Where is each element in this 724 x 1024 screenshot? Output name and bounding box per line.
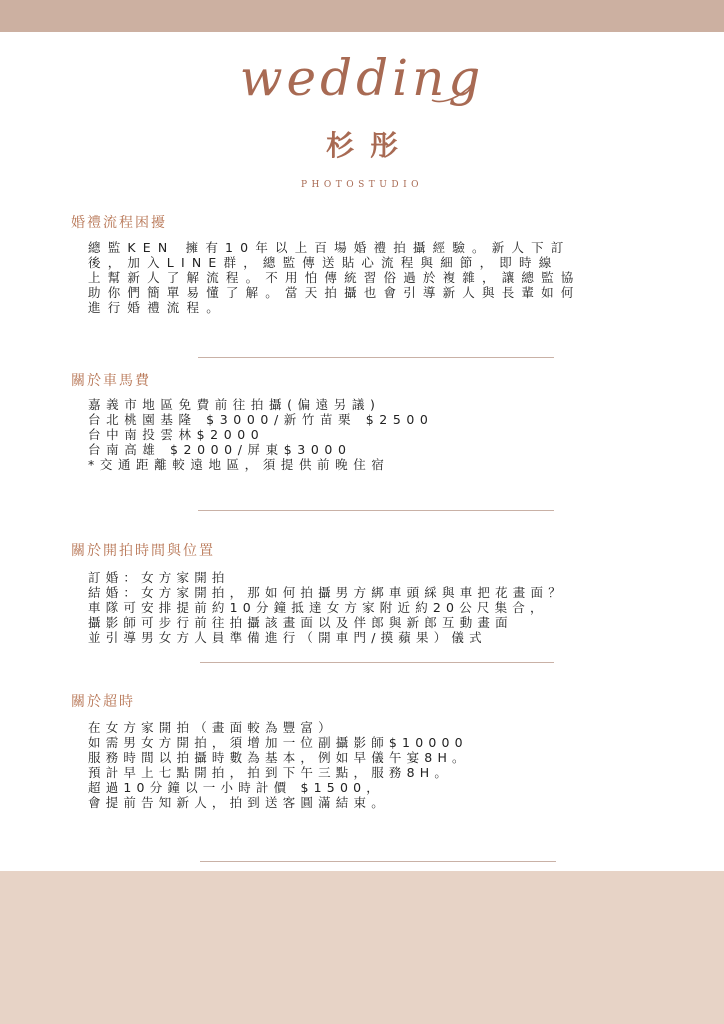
logo-studio-name: 杉彤 <box>325 129 414 162</box>
section-divider <box>198 510 554 511</box>
bottom-color-band <box>0 871 724 1024</box>
text-line: 嘉義市地區免費前往拍攝(偏遠另議) <box>88 397 381 412</box>
section-title-start-time-location: 關於開拍時間與位置 <box>71 543 215 559</box>
section-body-wedding-process <box>88 240 581 315</box>
text-line: 後，加入LINE群，總監傳送貼心流程與細節，即時線 <box>88 255 559 270</box>
section-divider <box>200 861 556 862</box>
text-line: *交通距離較遠地區，須提供前晚住宿 <box>88 457 390 472</box>
text-line: 助你們簡單易懂了解。當天拍攝也會引導新人與長輩如何 <box>88 285 581 300</box>
section-title-wedding-process: 婚禮流程困擾 <box>71 215 167 231</box>
text-line: 會提前告知新人，拍到送客圓滿結束。 <box>88 795 389 810</box>
text-line: 總監KEN 擁有10年以上百場婚禮拍攝經驗。新人下訂 <box>88 240 571 255</box>
section-body-travel-fee <box>88 397 434 472</box>
text-line: 進行婚禮流程。 <box>88 300 226 315</box>
logo-subtitle: PHOTOSTUDIO <box>300 180 424 190</box>
text-line: 超過10分鐘以一小時計價 $1500， <box>88 780 384 795</box>
logo-swash-decoration <box>262 50 482 110</box>
logo-script-text: wedding <box>239 49 485 107</box>
text-line: 上幫新人了解流程。不用怕傳統習俗過於複雜，讓總監協 <box>88 270 581 285</box>
text-line: 攝影師可步行前往拍攝該畫面以及伴郎與新郎互動畫面 <box>88 615 513 630</box>
text-line: 車隊可安排提前約10分鐘抵達女方家附近約20公尺集合， <box>88 600 548 615</box>
text-line: 台北桃園基隆 $3000/新竹苗栗 $2500 <box>88 412 434 427</box>
text-line: 台南高雄 $2000/屏東$3000 <box>88 442 352 457</box>
top-color-band <box>0 0 724 32</box>
section-body-start-time-location <box>88 570 566 645</box>
text-line: 訂婚：女方家開拍 <box>88 570 230 585</box>
section-title-travel-fee: 關於車馬費 <box>71 373 151 389</box>
text-line: 台中南投雲林$2000 <box>88 427 265 442</box>
text-line: 結婚：女方家開拍，那如何拍攝男方綁車頭綵與車把花畫面？ <box>88 585 566 600</box>
text-line: 在女方家開拍（畫面較為豐富） <box>88 720 336 735</box>
text-line: 預計早上七點開拍，拍到下午三點，服務8H。 <box>88 765 453 780</box>
section-divider <box>198 357 554 358</box>
section-title-overtime: 關於超時 <box>71 694 135 710</box>
text-line: 並引導男女方人員準備進行（開車門/摸蘋果）儀式 <box>88 630 487 645</box>
section-divider <box>200 662 554 663</box>
section-body-overtime <box>88 720 470 810</box>
text-line: 服務時間以拍攝時數為基本，例如早儀午宴8H。 <box>88 750 470 765</box>
text-line: 如需男女方開拍，須增加一位副攝影師$10000 <box>88 735 468 750</box>
